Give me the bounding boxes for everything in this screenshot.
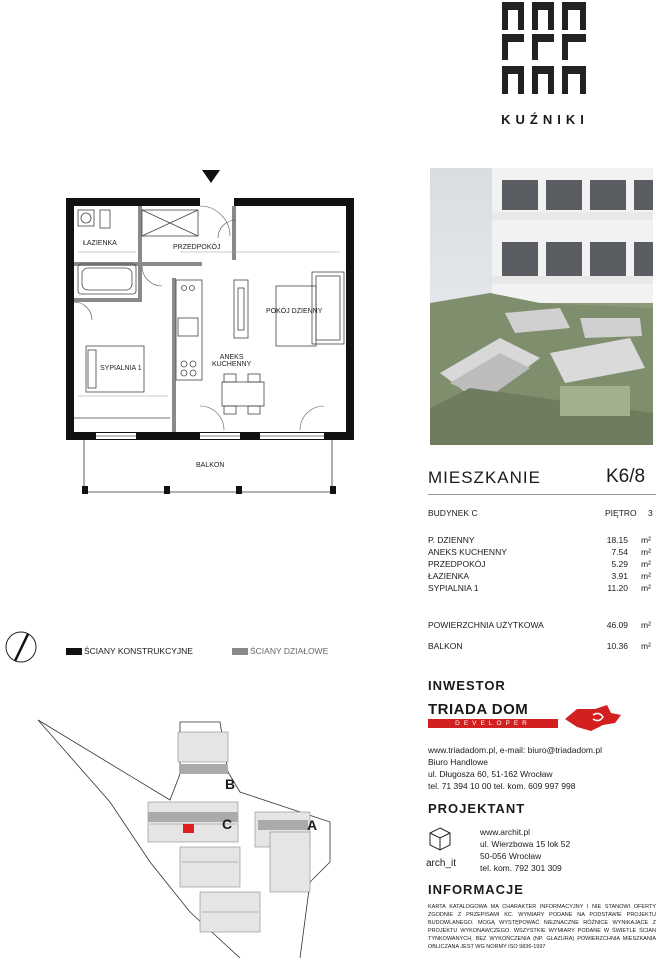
room-unit: m²: [641, 547, 651, 557]
usable-area-unit: m²: [641, 620, 651, 630]
structural-wall-legend: ŚCIANY KONSTRUKCYJNE: [84, 646, 193, 656]
floor-plan: [60, 168, 360, 500]
room-area: 18.15: [606, 535, 628, 545]
building-rendering-photo: [430, 168, 653, 445]
triada-logo: [428, 702, 558, 730]
room-unit: m²: [641, 571, 651, 581]
archit-cube-icon: [428, 826, 452, 852]
partition-wall-swatch: [232, 648, 248, 655]
triada-logo-text: TRIADA DOM: [428, 701, 529, 718]
investor-office: Biuro Handlowe: [428, 757, 489, 767]
room-area: 5.29: [611, 559, 628, 569]
label-sypialnia: SYPIALNIA 1: [100, 365, 142, 372]
investor-phones: tel. 71 394 10 00 tel. kom. 609 997 998: [428, 781, 576, 791]
compass-icon: [4, 630, 38, 664]
kuzniki-logo: [500, 0, 588, 96]
label-aneks-kuchenny: ANEKS KUCHENNY: [212, 354, 252, 368]
triada-logo-sub: DEVELOPER: [428, 719, 558, 728]
label-przedpokoj: PRZEDPOKÓJ: [173, 244, 221, 251]
room-name: PRZEDPOKÓJ: [428, 559, 486, 569]
room-area: 3.91: [611, 571, 628, 581]
investor-heading: INWESTOR: [428, 678, 506, 693]
room-name: P. DZIENNY: [428, 535, 475, 545]
balcony-unit: m²: [641, 641, 651, 651]
partition-wall-legend: ŚCIANY DZIAŁOWE: [250, 646, 329, 656]
balcony-value: 10.36: [606, 641, 628, 651]
info-disclaimer: KARTA KATALOGOWA MA CHARAKTER INFORMACYJNY I NIE STANOWI OFERTY ZGODNIE Z PRZEPISAMI KC. WYMIARY PODANE NA PODSTAWIE PROJEKTU BUDOWLANEGO. MOGĄ WYSTĘPOWAĆ NIEZNACZNE RÓŻNICE WYNIKAJĄCE Z PROJEKTU WYKONAWCZEGO. WSZYSTKIE WYMIARY PODANE W ŚWIETLE ŚCIAN TYNKOWANYCH, BEZ WYKOŃCZENIA (NP. GLAZURA) POWIERZCHNIA MIESZKANIA OBLICZANA JEST WG NORMY ISO 9836-1997: [428, 904, 656, 950]
room-name: SYPIALNIA 1: [428, 583, 479, 593]
label-lazienka: ŁAZIENKA: [83, 240, 117, 247]
balcony-label: BALKON: [428, 641, 463, 651]
selected-unit-marker: [183, 824, 194, 833]
building-a-label: A: [307, 817, 318, 833]
investor-web: www.triadadom.pl, e-mail: biuro@triadadom.pl: [428, 745, 602, 755]
designer-heading: PROJEKTANT: [428, 801, 526, 816]
separator: [428, 494, 656, 495]
apartment-title: MIESZKANIE: [428, 468, 541, 487]
site-map: [30, 712, 360, 958]
apartment-code: K6/8: [606, 466, 646, 487]
room-name: ŁAZIENKA: [428, 571, 470, 581]
building-b-label: B: [225, 776, 236, 792]
info-heading: INFORMACJE: [428, 882, 524, 897]
building-c-label: C: [222, 816, 233, 832]
bull-emblem-icon: [563, 703, 623, 733]
room-area: 7.54: [611, 547, 628, 557]
usable-area-value: 46.09: [606, 620, 628, 630]
investor-address: ul. Długosza 60, 51-162 Wrocław: [428, 769, 553, 779]
usable-area-label: POWIERZCHNIA UŻYTKOWA: [428, 620, 544, 630]
designer-phone: tel. kom. 792 301 309: [480, 863, 562, 873]
floor-value: 3: [648, 508, 653, 518]
floor-label: PIĘTRO: [605, 508, 637, 518]
designer-address2: 50-056 Wrocław: [480, 851, 542, 861]
building-label: BUDYNEK C: [428, 508, 478, 518]
room-unit: m²: [641, 583, 651, 593]
room-name: ANEKS KUCHENNY: [428, 547, 507, 557]
room-area: 11.20: [607, 583, 628, 593]
designer-address1: ul. Wierzbowa 15 lok 52: [480, 839, 571, 849]
structural-wall-swatch: [66, 648, 82, 655]
designer-web: www.archit.pl: [480, 827, 531, 837]
label-balkon: BALKON: [196, 462, 225, 469]
room-unit: m²: [641, 559, 651, 569]
logo-wordmark: KUŹNIKI: [501, 112, 589, 127]
label-pokoj-dzienny: POKÓJ DZIENNY: [266, 308, 323, 315]
archit-logo-text: arch_it: [426, 858, 457, 869]
room-unit: m²: [641, 535, 651, 545]
